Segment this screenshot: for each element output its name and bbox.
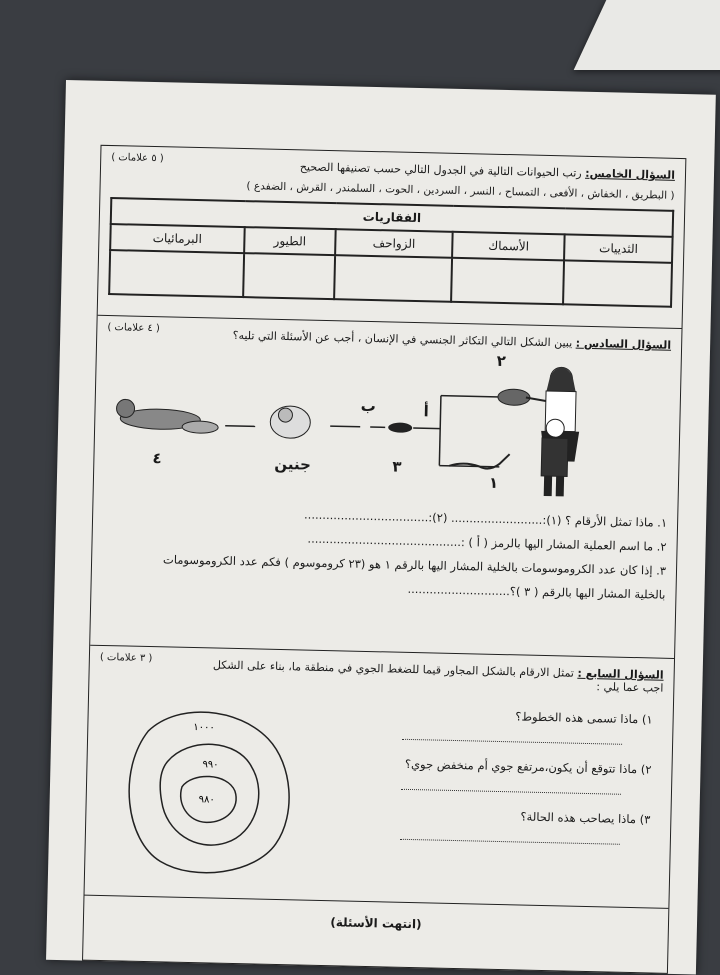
label-b: ب — [360, 397, 375, 415]
exam-sheet — [82, 145, 686, 974]
zygote-cell — [388, 422, 412, 433]
q5-text: رتب الحيوانات التالية في الجدول التالي حسب تصنيفها الصحيح — [300, 160, 582, 179]
label-1: ١ — [489, 474, 499, 492]
q7-title: السؤال السابع : — [577, 667, 664, 682]
column-birds: الطيور — [244, 227, 336, 255]
q7-answer-line-1[interactable] — [402, 725, 622, 745]
q6-text: يبين الشكل التالي التكاثر الجنسي في الإنسان ، أجب عن الأسئلة التي تليه؟ — [233, 329, 573, 350]
q7-item-3-text: ٣) ماذا يصاحب هذه الحالة؟ — [360, 806, 650, 827]
reproduction-diagram — [104, 343, 673, 506]
q7-answer-line-3[interactable] — [400, 825, 620, 845]
label-a: أ — [423, 402, 429, 420]
egg-cell — [498, 389, 530, 406]
table-header-vertebrates: الفقاريات — [111, 198, 673, 237]
question-5-section — [98, 146, 686, 329]
question-7-section — [85, 646, 675, 909]
reproduction-figure — [104, 343, 671, 506]
isobar-label-990: ٩٩٠ — [202, 759, 218, 770]
answer-cell-amphibians[interactable] — [109, 250, 244, 297]
q7-item-1[interactable] — [362, 706, 653, 746]
label-3: ٣ — [392, 458, 402, 476]
q7-answer-line-2[interactable] — [401, 775, 621, 795]
q7-marks: ( ٣ علامات ) — [100, 652, 153, 664]
column-mammals: الثدييات — [565, 234, 673, 262]
classification-table — [108, 197, 674, 308]
answer-cell-fish[interactable] — [451, 258, 564, 305]
baby-illustration — [116, 399, 219, 433]
isobar-map — [105, 690, 309, 884]
q5-animals-list: ( البطريق ، الخفاش ، الأفعى ، التمساح ، النسر ، السردين ، الحوت ، السلمندر ، القرش ، الضفدع ) — [111, 177, 675, 202]
label-embryo: جنين — [274, 455, 311, 474]
q6-title: السؤال السادس : — [576, 337, 672, 352]
q7-item-3[interactable] — [360, 806, 651, 846]
q6-item-2[interactable]: ٢. ما اسم العملية المشار اليها بالرمز ( أ ) :.......................................... — [103, 527, 667, 554]
answer-cell-birds[interactable] — [243, 253, 335, 299]
question-6-section — [90, 316, 681, 659]
isobar-label-1000: ١٠٠٠ — [193, 722, 215, 733]
isobar-label-980: ٩٨٠ — [199, 794, 215, 805]
q5-marks: ( ٥ علامات ) — [111, 152, 164, 164]
q6-item-1[interactable]: ١. ماذا تمثل الأرقام ؟ (١):......................... (٢):.................................. — [103, 503, 667, 530]
q7-item-1-text: ١) ماذا تسمى هذه الخطوط؟ — [363, 706, 653, 727]
embryo-illustration — [270, 406, 311, 439]
exam-paper — [46, 80, 716, 975]
q5-title: السؤال الخامس: — [585, 167, 675, 182]
column-fish: الأسماك — [452, 232, 565, 261]
label-4: ٤ — [152, 449, 162, 467]
answer-cell-reptiles[interactable] — [334, 255, 452, 302]
column-amphibians: البرمائيات — [110, 224, 244, 253]
end-of-questions: (انتهت الأسئلة) — [84, 910, 668, 937]
column-reptiles: الزواحف — [335, 229, 453, 258]
isobar-outer — [127, 710, 291, 874]
q6-item-3-continued[interactable]: بالخلية المشار اليها بالرقم ( ٣ )؟............................ — [101, 575, 665, 602]
q6-item-3: ٣. إذا كان عدد الكروموسومات بالخلية المشار اليها بالرقم ١ هو (٢٣ كروموسوم ) فكم عدد الكروموسومات — [102, 551, 666, 578]
q7-text: تمثل الارقام بالشكل المجاور قيما للضغط الجوي في منطقة ما، بناء على الشكل اجب عما يلي : — [213, 658, 664, 694]
q6-marks: ( ٤ علامات ) — [107, 322, 160, 334]
background-paper-corner — [574, 0, 720, 70]
label-2: ٢ — [497, 352, 507, 370]
q7-item-2[interactable] — [361, 756, 652, 796]
q7-item-2-text: ٢) ماذا تتوقع أن يكون،مرتفع جوي أم منخفض جوي؟ — [361, 756, 651, 777]
q7-header — [189, 658, 663, 695]
answer-cell-mammals[interactable] — [564, 260, 673, 306]
q7-content — [95, 690, 663, 893]
